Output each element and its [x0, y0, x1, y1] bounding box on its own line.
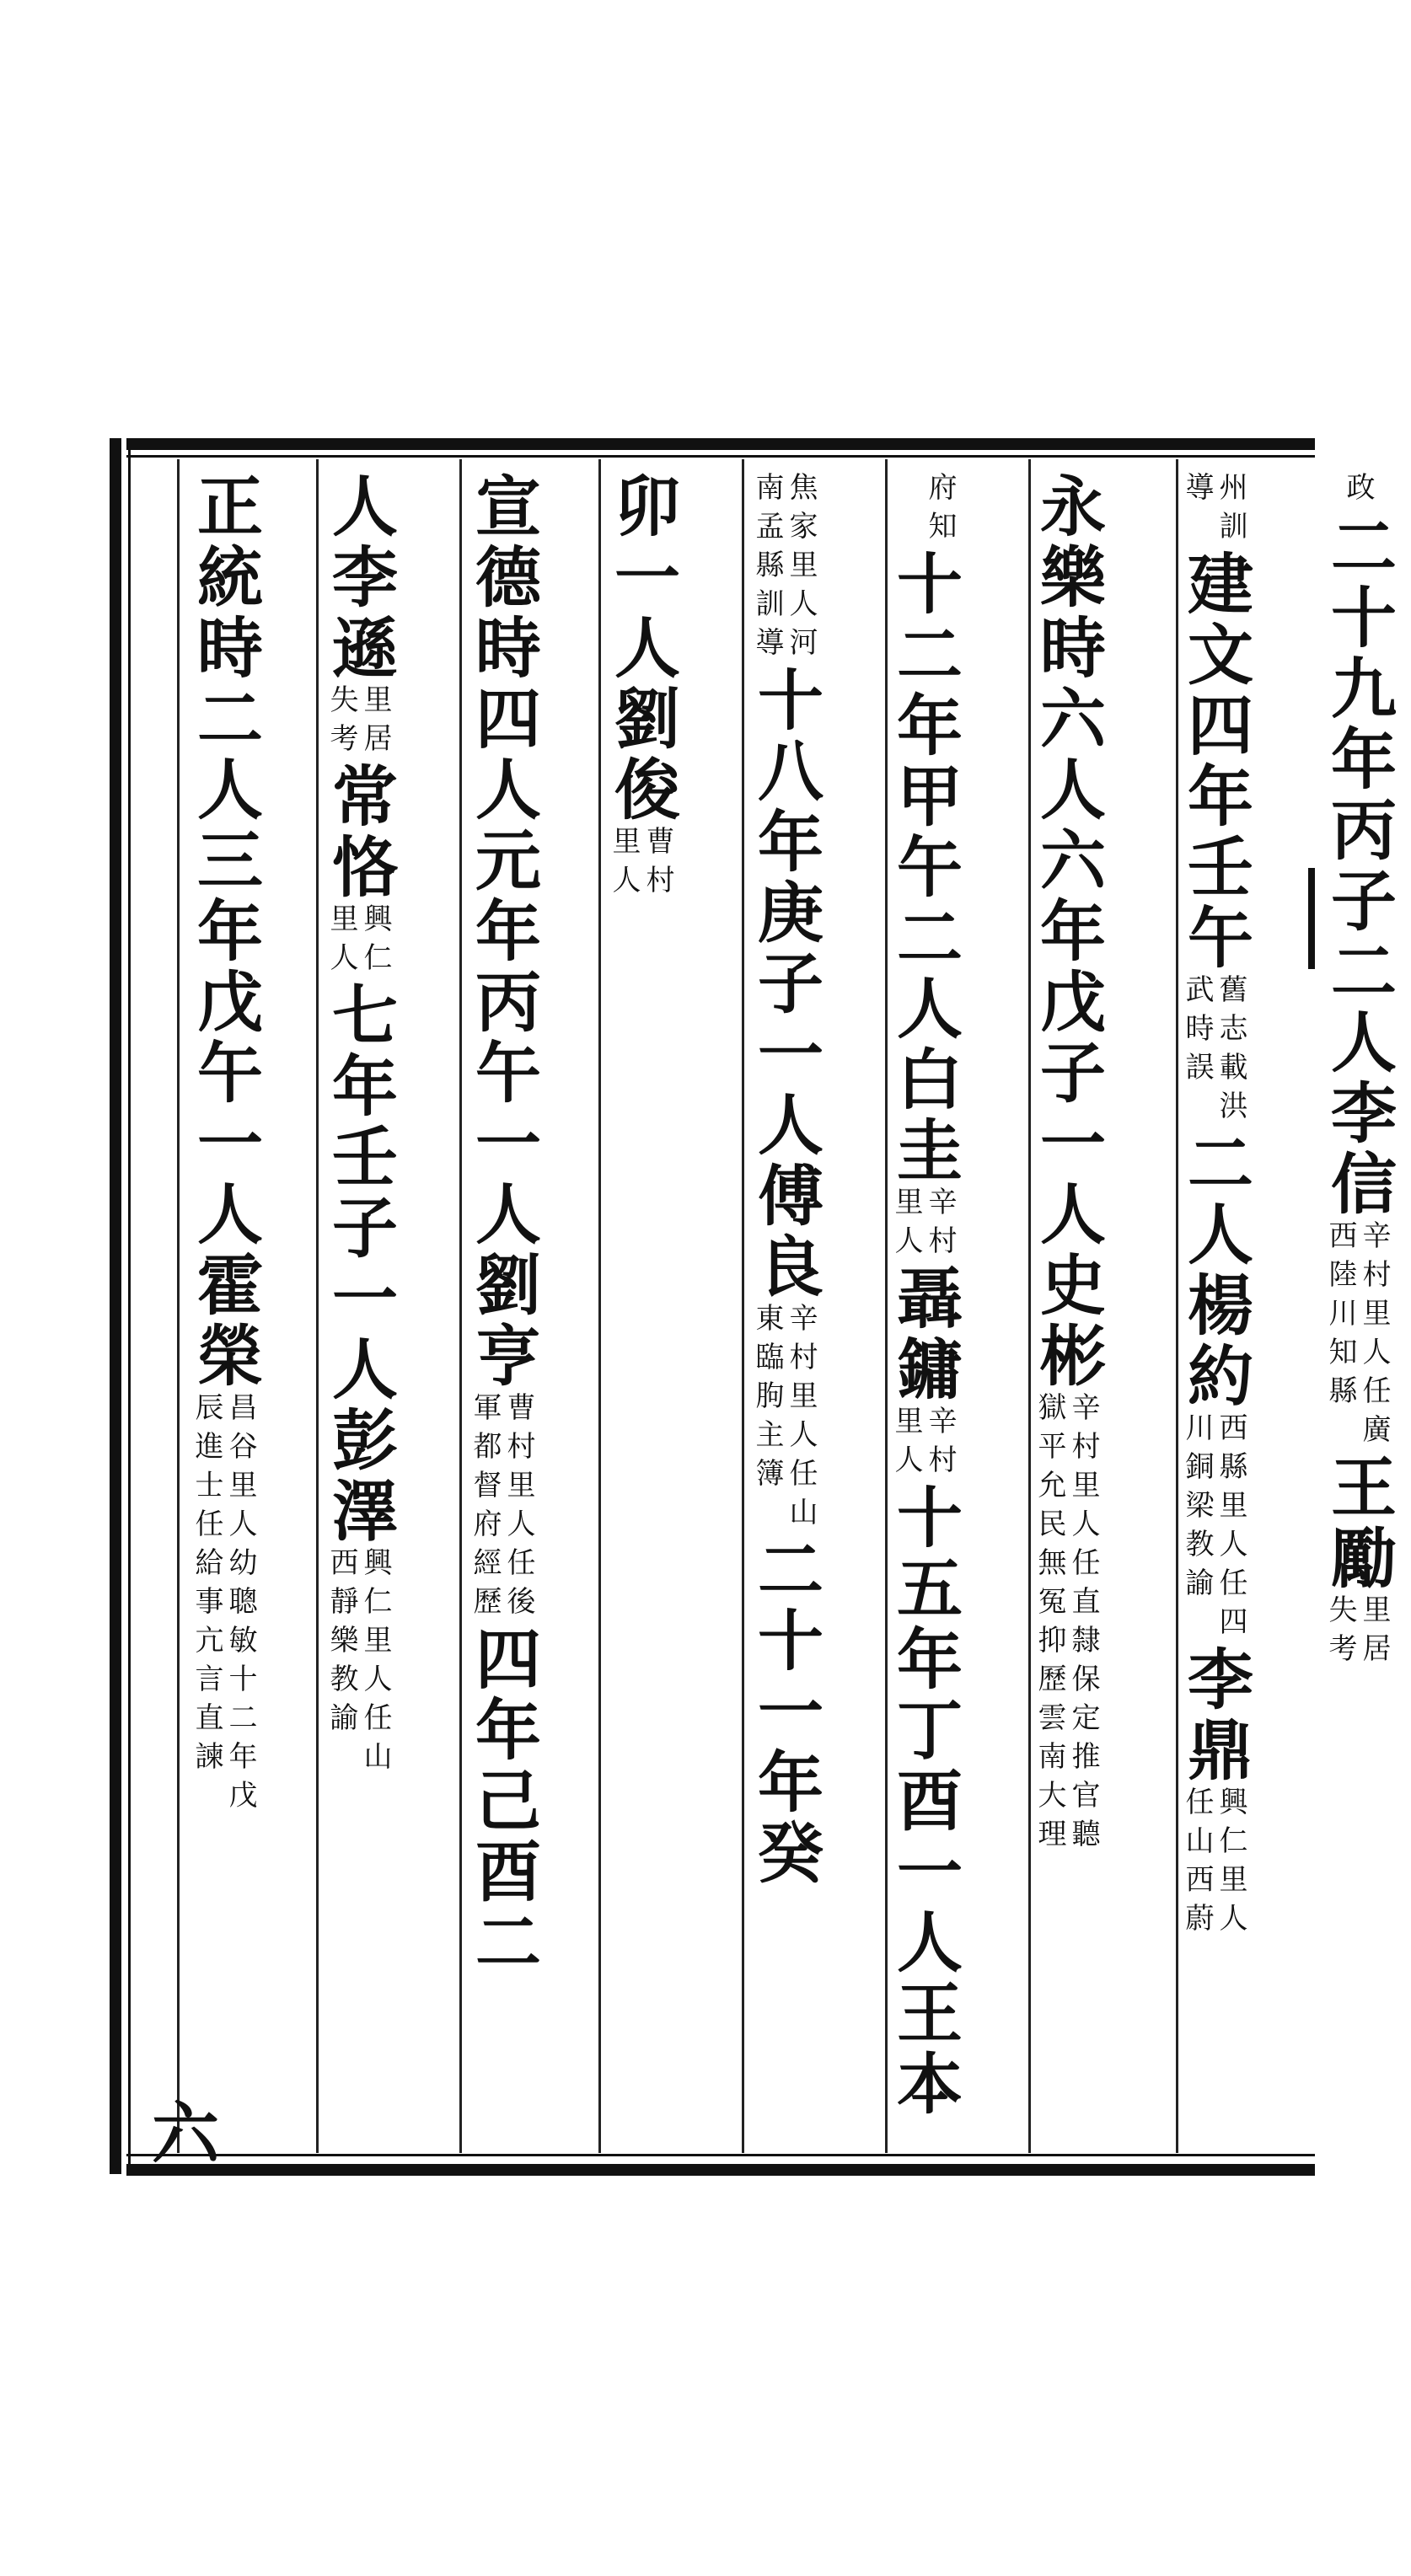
- main-text: 宣德時四人元年丙午一人劉亨: [464, 472, 541, 1392]
- annotation-line: 南孟縣訓導: [750, 472, 784, 666]
- annotation-line: 舊志載洪: [1214, 974, 1247, 1129]
- text-column: [282, 472, 398, 1780]
- page-number: 六: [152, 2094, 219, 2173]
- annotation-line: 川銅梁教諭: [1180, 1412, 1214, 1606]
- annotation-line: 焦家里人河: [784, 472, 818, 666]
- annotation-line: 辛村里人任直隸保定推官聽: [1066, 1392, 1100, 1857]
- annotation-line: 辛村: [923, 1186, 957, 1264]
- annotation-line: 里人: [889, 1186, 923, 1264]
- main-text: 十五年丁酉一人王本: [886, 1483, 963, 2120]
- annotation-line: 里居: [358, 684, 392, 762]
- annotation-note: [750, 472, 818, 666]
- annotation-line: 西靜樂教諭: [325, 1547, 358, 1741]
- main-text: 二十一年癸: [747, 1535, 824, 1889]
- main-text: 永樂時六人六年戊子一人史彬: [1029, 472, 1106, 1392]
- annotation-line: 武時誤: [1180, 974, 1214, 1090]
- annotation-line: 任山西蔚: [1180, 1786, 1214, 1941]
- main-text: 正統時二人三年戊午一人霍榮: [186, 472, 263, 1392]
- annotation-note: [1180, 1786, 1247, 1941]
- annotation-note: [1180, 974, 1247, 1129]
- annotation-line: 導: [1180, 472, 1214, 511]
- annotation-note: [468, 1392, 535, 1625]
- annotation-note: [889, 1186, 957, 1264]
- annotation-line: 西縣里人任四: [1214, 1412, 1247, 1645]
- annotation-line: 昌谷里人幼聰敏十二年戊: [223, 1392, 257, 1818]
- annotation-line: 曹村: [641, 826, 674, 903]
- main-text: 二人楊約: [1177, 1129, 1253, 1412]
- annotation-line: 辛村里人任廣: [1357, 1220, 1391, 1453]
- annotation-line: 西陸川知縣: [1323, 1220, 1357, 1414]
- annotation-line: 辛村里人任山: [784, 1303, 818, 1535]
- annotation-note: [889, 1406, 957, 1483]
- annotation-note: [190, 1392, 257, 1818]
- main-text: 王勵: [1320, 1453, 1397, 1594]
- annotation-line: 曹村里人任後: [502, 1392, 535, 1625]
- main-text: 七年壬子一人彭澤: [321, 981, 398, 1547]
- annotation-line: 里人: [607, 826, 641, 903]
- annotation-line: 府知: [923, 472, 957, 549]
- annotation-line: 州訓: [1214, 472, 1247, 549]
- main-text: 常恪: [321, 762, 398, 903]
- annotation-line: 失考: [1323, 1594, 1357, 1672]
- text-column: [990, 472, 1106, 1857]
- annotation-line: 失考: [325, 684, 358, 762]
- annotation-note: [325, 903, 392, 981]
- annotation-line: 里人: [325, 903, 358, 981]
- text-column: [148, 472, 263, 1818]
- frame-top-border: [126, 438, 1315, 450]
- main-text: 建文四年壬午: [1177, 549, 1253, 974]
- main-text: 十二年甲午二人白圭: [886, 549, 963, 1186]
- annotation-line: 興仁里人任山: [358, 1547, 392, 1780]
- annotation-note: [1180, 1412, 1247, 1645]
- frame-left-inner-line: [128, 438, 131, 2174]
- annotation-line: 軍都督府經歷: [468, 1392, 502, 1625]
- annotation-note: [607, 826, 674, 903]
- frame-bottom-inner-line: [126, 2154, 1315, 2156]
- text-column: [1281, 472, 1397, 1672]
- text-column: [1138, 472, 1253, 1941]
- annotation-line: 辰進士任給事亢言直諫: [190, 1392, 223, 1780]
- text-column: [847, 472, 963, 2120]
- main-text: 李鼎: [1177, 1645, 1253, 1786]
- main-text: 二十九年丙子二人李信: [1320, 512, 1397, 1220]
- main-text: 人李遜: [321, 472, 398, 684]
- annotation-note: [325, 1547, 392, 1780]
- annotation-line: 獄平允民無冤抑歷雲南大理: [1033, 1392, 1066, 1857]
- annotation-note: [325, 684, 392, 762]
- annotation-note: [1323, 1220, 1391, 1453]
- main-text: 十八年庚子一人傅良: [747, 666, 824, 1303]
- main-text: 卯一人劉俊: [604, 472, 680, 826]
- text-column: [708, 472, 824, 1889]
- annotation-line: 辛村: [923, 1406, 957, 1483]
- main-text: 四年己酉二: [464, 1625, 541, 1979]
- main-text: 聶鏞: [886, 1264, 963, 1406]
- frame-bottom-border: [126, 2164, 1315, 2176]
- annotation-note: [1033, 1392, 1100, 1857]
- annotation-line: 里居: [1357, 1594, 1391, 1672]
- annotation-line: 興仁里人: [1214, 1786, 1247, 1941]
- annotation-note: [1180, 472, 1247, 549]
- frame-left-border: [110, 438, 121, 2174]
- small-text: 政: [1341, 472, 1375, 512]
- frame-top-inner-line: [126, 455, 1315, 458]
- text-column: [565, 472, 680, 903]
- text-column: [426, 472, 541, 1979]
- annotation-note: [923, 472, 957, 549]
- annotation-note: [750, 1303, 818, 1535]
- annotation-line: 東臨朐主簿: [750, 1303, 784, 1497]
- annotation-note: [1323, 1594, 1391, 1672]
- annotation-line: 興仁: [358, 903, 392, 981]
- annotation-line: 里人: [889, 1406, 923, 1483]
